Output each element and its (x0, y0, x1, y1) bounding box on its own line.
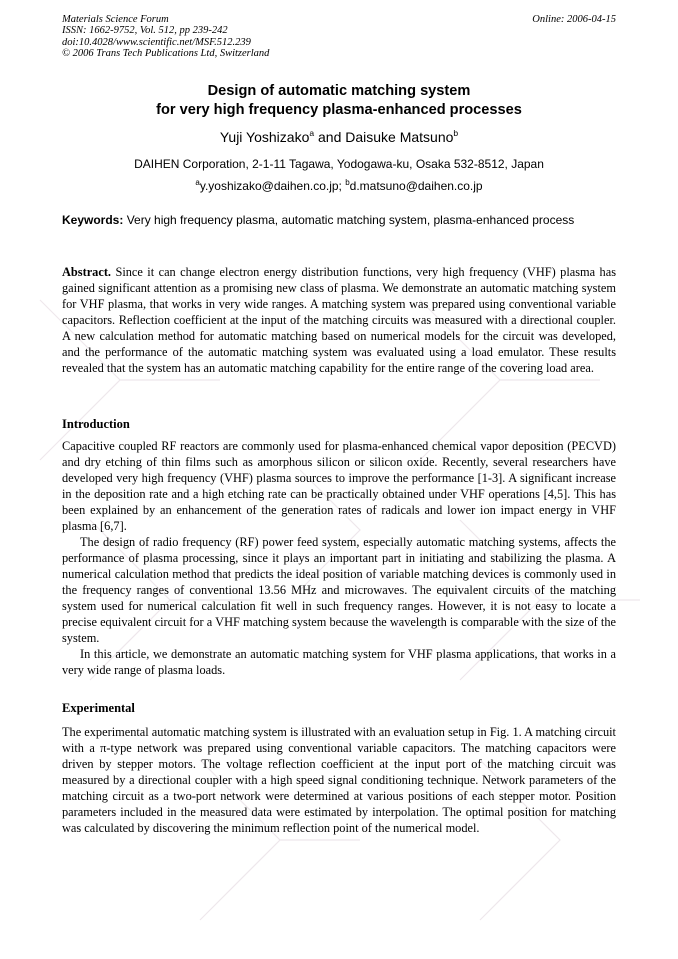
affiliation: DAIHEN Corporation, 2-1-11 Tagawa, Yodogawa-ku, Osaka 532-8512, Japan (134, 157, 544, 171)
email-b: d.matsuno@daihen.co.jp (349, 179, 483, 193)
online-date: Online: 2006-04-15 (532, 14, 616, 25)
author-emails (62, 178, 616, 194)
email-b-mark: b (345, 178, 350, 187)
author-2-mark: b (453, 128, 459, 138)
author-1-mark: a (309, 128, 315, 138)
intro-paragraph-3: In this article, we demonstrate an automatic matching system for VHF plasma applications, that works in a very wide range of plasma loads. (62, 647, 616, 677)
intro-paragraph-2: The design of radio frequency (RF) power feed system, especially automatic matching systems, affects the performance of plasma processing, since it plays an important part in initiating and stabilizing the plasma. A numerical calculation method that predicts the ideal position of variable matching devices is commonly used in the frequency ranges of conventional 13.56 MHz and microwaves. The equivalent circuits of the matching system used for numerical calculation fit well in such frequency ranges. However, it is not easy to locate a precise equivalent circuit for a VHF matching system because the wavelength is comparable with the size of the system. (62, 535, 616, 645)
abstract-text: Since it can change electron energy distribution functions, very high frequency (VHF) plasma has gained significant attention as a promising new class of plasma. We demonstrate an automatic matching system for VHF plasma, that works in very wide ranges. A matching system was prepared using conventional variable capacitors. Reflection coefficient at the input of the matching circuits was measured with a directional coupler. A new calculation method for automatic matching based on numerical models for the circuit was developed, and the performance of the automatic matching system was evaluated using a load emulator. These results revealed that the system has an automatic matching capability for the entire range of the covering load area. (62, 265, 616, 375)
introduction-section (62, 438, 616, 678)
keywords (62, 212, 622, 228)
email-a: y.yoshizako@daihen.co.jp; (199, 179, 346, 193)
issn-line: ISSN: 1662-9752, Vol. 512, pp 239-242 (62, 25, 228, 37)
experimental-section (62, 724, 616, 836)
author-1: Yuji Yoshizako (219, 129, 310, 145)
intro-paragraph-1: Capacitive coupled RF reactors are commonly used for plasma-enhanced chemical vapor deposition (PECVD) and dry etching of thin films such as amorphous silicon or silicon oxide. Recently, several researchers have developed very high frequency (VHF) plasma sources to improve the performance [1-3]. A significant increase in the deposition rate and a high etching rate can be practically obtained under VHF operations [4,5]. This has been explained by an enhancement of the generation rates of radicals and lower ion impact energy in VHF plasma [6,7]. (62, 439, 616, 533)
author-2: Daisuke Matsuno (345, 129, 454, 145)
journal-name: Materials Science Forum (62, 14, 169, 25)
experimental-heading: Experimental (62, 701, 135, 715)
email-a-mark: a (195, 178, 200, 187)
author-list (62, 128, 616, 146)
copyright-line: © 2006 Trans Tech Publications Ltd, Switzerland (62, 47, 270, 59)
abstract-label: Abstract. (62, 265, 112, 279)
title-line-2: for very high frequency plasma-enhanced processes (156, 102, 522, 118)
doi-line: doi:10.4028/www.scientific.net/MSF.512.239 (62, 36, 251, 48)
experimental-paragraph-1: The experimental automatic matching system is illustrated with an evaluation setup in Fig. 1. A matching circuit with a π-type network was prepared using conventional variable capacitors. The matching capacitors were driven by stepper motors. The voltage reflection coefficient at the input port of the matching circuit was measured by a directional coupler with a high speed signal conditioning technique. Network parameters of the matching circuit as a two-port network were determined at various positions of each stepper motor. Position parameters included in the measured data were estimated by interpolation. The optimal position for matching was calculated by discovering the minimum reflection point of the numerical model. (62, 725, 616, 835)
keywords-label: Keywords: (62, 213, 124, 227)
introduction-heading: Introduction (62, 417, 130, 431)
paper-title (62, 82, 616, 120)
author-separator: and (314, 129, 346, 145)
keywords-text: Very high frequency plasma, automatic matching system, plasma-enhanced process (123, 213, 575, 227)
abstract (62, 264, 616, 376)
title-line-1: Design of automatic matching system (207, 83, 471, 99)
journal-header (62, 14, 616, 59)
